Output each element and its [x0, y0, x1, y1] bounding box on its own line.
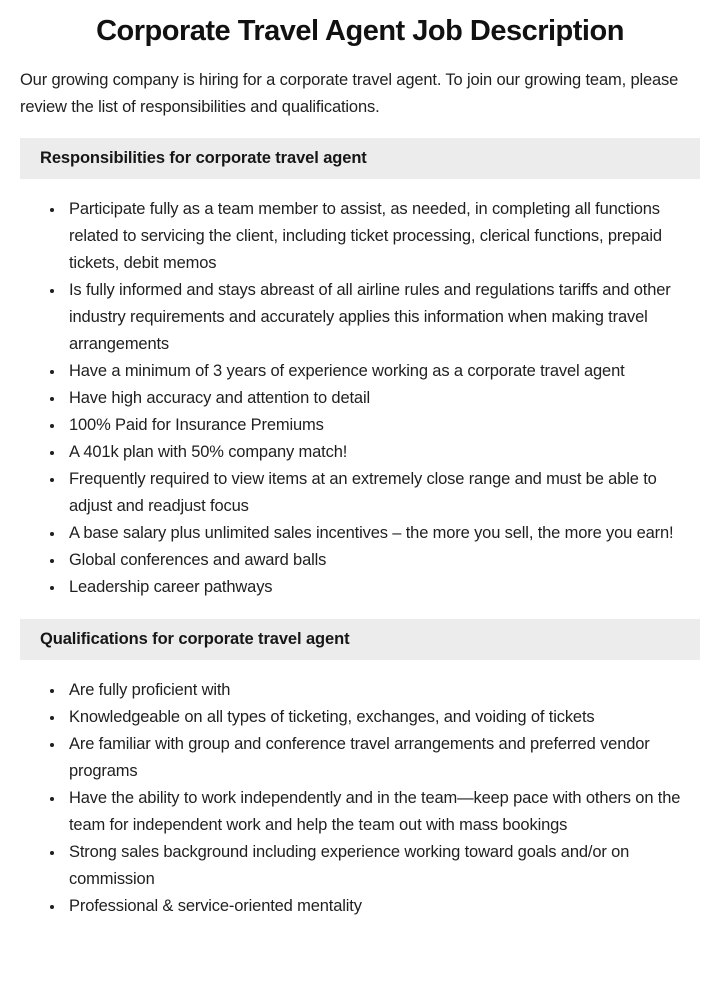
list-item: • Knowledgeable on all types of ticketing, exchanges, and voiding of tickets [65, 704, 694, 731]
bullet-list [20, 677, 700, 920]
bullet-list [20, 196, 700, 601]
section-header-bar [20, 619, 700, 660]
section-header-bar [20, 138, 700, 179]
section-heading: Qualifications for corporate travel agent [40, 630, 350, 648]
job-section [20, 138, 700, 601]
list-item: • Have high accuracy and attention to detail [65, 385, 694, 412]
list-item: • Global conferences and award balls [65, 547, 694, 574]
section-heading: Responsibilities for corporate travel agent [40, 149, 367, 167]
list-item: • A 401k plan with 50% company match! [65, 439, 694, 466]
list-item: • Frequently required to view items at an extremely close range and must be able to adjust and readjust focus [65, 466, 694, 520]
list-item: • Have the ability to work independently and in the team—keep pace with others on the team for independent work and help the team out with mass bookings [65, 785, 694, 839]
list-item: • 100% Paid for Insurance Premiums [65, 412, 694, 439]
page-title: Corporate Travel Agent Job Description [96, 15, 624, 47]
job-section [20, 619, 700, 920]
list-item: • Have a minimum of 3 years of experience working as a corporate travel agent [65, 358, 694, 385]
list-item: • A base salary plus unlimited sales incentives – the more you sell, the more you earn! [65, 520, 694, 547]
list-item: • Professional & service-oriented mentality [65, 893, 694, 920]
list-item: • Is fully informed and stays abreast of all airline rules and regulations tariffs and other industry requirements and accurately applies this information when making travel arrangements [65, 277, 694, 358]
list-item: • Participate fully as a team member to assist, as needed, in completing all functions related to servicing the client, including ticket processing, clerical functions, prepaid tickets, debit memos [65, 196, 694, 277]
list-item: • Are familiar with group and conference travel arrangements and preferred vendor programs [65, 731, 694, 785]
sections [20, 138, 700, 920]
list-item: • Strong sales background including experience working toward goals and/or on commission [65, 839, 694, 893]
intro-paragraph: Our growing company is hiring for a corporate travel agent. To join our growing team, please review the list of responsibilities and qualifications. [20, 71, 679, 116]
list-item: • Are fully proficient with [65, 677, 694, 704]
list-item: • Leadership career pathways [65, 574, 694, 601]
